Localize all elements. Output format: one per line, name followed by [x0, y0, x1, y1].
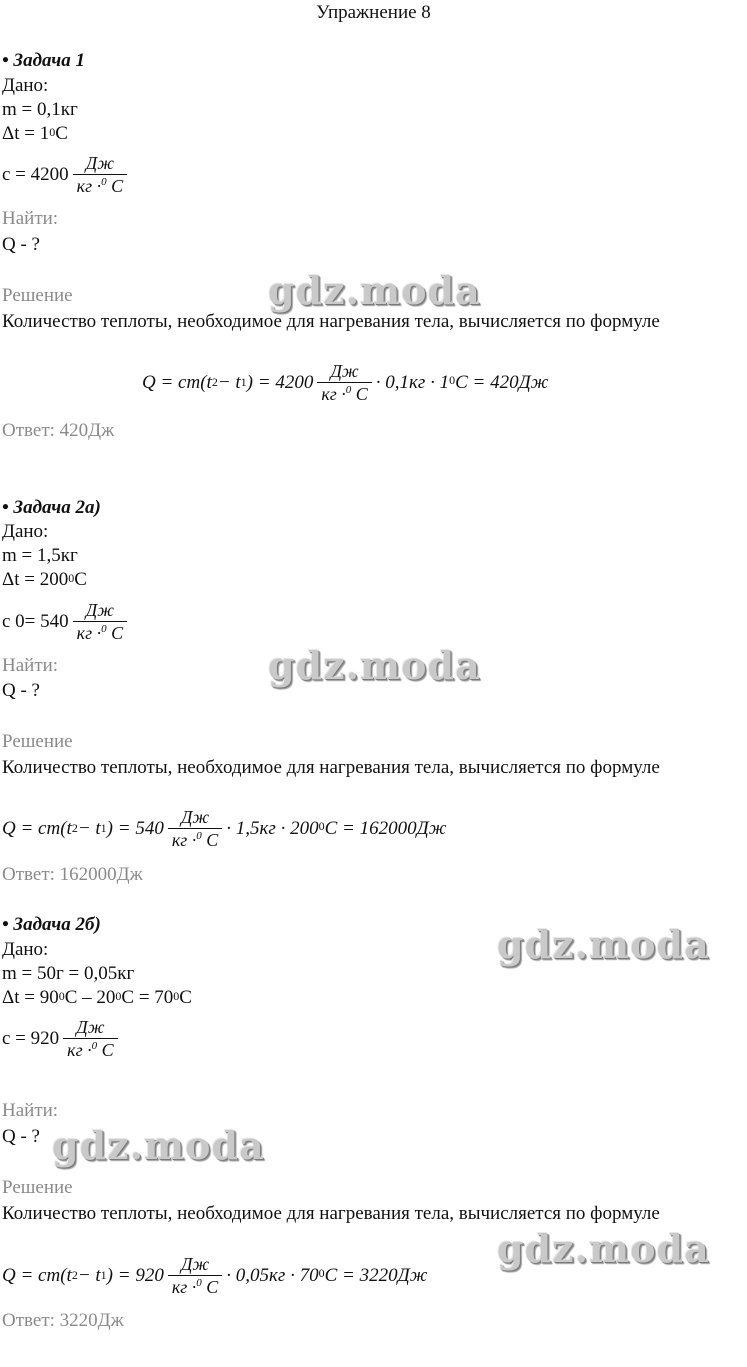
task-header: • Задача 2а)	[2, 497, 101, 518]
given-delta-t: $\Delta t = 1^0C$	[2, 123, 68, 144]
solution-formula: Q = cm(t 2 − t 1 ) = 920 $\frac{Дж}{кг \cdot^0 C}$ · 0,05кг · 70 $^0$ C = 3220Дж	[2, 1254, 428, 1297]
find-label: Найти:	[2, 655, 59, 676]
task-header: • Задача 2б)	[2, 914, 101, 935]
given-mass: m = 1,5кг	[2, 545, 78, 566]
watermark: gdz.moda	[52, 1123, 265, 1168]
task-header: • Задача 1	[2, 50, 85, 71]
find-value: Q - ?	[2, 234, 40, 255]
given-delta-t: $\Delta t = 90^0C - 20^0C = 70^0C$	[2, 987, 192, 1008]
answer: Ответ: 420Дж	[2, 420, 115, 441]
solution-formula: Q = cm(t 2 − t 1 ) = 540 $\frac{Дж}{кг \cdot^0 C}$ · 1,5кг · 200 $^0$ C = 162000Дж	[2, 807, 447, 850]
watermark: gdz.moda	[268, 643, 481, 688]
answer: Ответ: 3220Дж	[2, 1310, 124, 1331]
given-label: Дано:	[2, 75, 49, 96]
solution-label: Решение	[2, 731, 73, 752]
given-mass: m = 0,1кг	[2, 99, 78, 120]
find-value: Q - ?	[2, 680, 40, 701]
find-label: Найти:	[2, 208, 59, 229]
given-delta-t: $\Delta t = 200^0C$	[2, 569, 87, 590]
given-heat-capacity: c = 4200 $\frac{Дж}{кг \cdot^0 C}$	[2, 152, 131, 197]
given-heat-capacity: c 0= 540 $\frac{Дж}{кг \cdot^0 C}$	[2, 599, 131, 644]
unit-fraction: $\frac{Дж}{кг \cdot^0 C}$	[63, 1016, 117, 1061]
find-label: Найти:	[2, 1100, 59, 1121]
watermark: gdz.moda	[497, 1226, 710, 1271]
given-mass: m = 50г = 0,05кг	[2, 963, 135, 984]
solution-formula: Q = cm(t 2 − t 1 ) = 4200 $\frac{Дж}{кг \cdot^0 C}$ · 0,1кг · 1 $^0$ C = 420Дж	[142, 361, 549, 404]
watermark: gdz.moda	[268, 268, 481, 313]
solution-label: Решение	[2, 1177, 73, 1198]
given-heat-capacity: c = 920 $\frac{Дж}{кг \cdot^0 C}$	[2, 1016, 122, 1061]
solution-text: Количество теплоты, необходимое для нагревания тела, вычисляется по формуле	[2, 311, 660, 332]
solution-text: Количество теплоты, необходимое для нагревания тела, вычисляется по формуле	[2, 1203, 660, 1224]
solution-text: Количество теплоты, необходимое для нагревания тела, вычисляется по формуле	[2, 757, 660, 778]
unit-fraction: $\frac{Дж}{кг \cdot^0 C}$	[73, 152, 127, 197]
given-label: Дано:	[2, 939, 49, 960]
given-label: Дано:	[2, 521, 49, 542]
answer: Ответ: 162000Дж	[2, 864, 143, 885]
solution-label: Решение	[2, 285, 73, 306]
find-value: Q - ?	[2, 1126, 40, 1147]
unit-fraction: $\frac{Дж}{кг \cdot^0 C}$	[73, 599, 127, 644]
page-title: Упражнение 8	[316, 2, 431, 23]
watermark: gdz.moda	[497, 922, 710, 967]
